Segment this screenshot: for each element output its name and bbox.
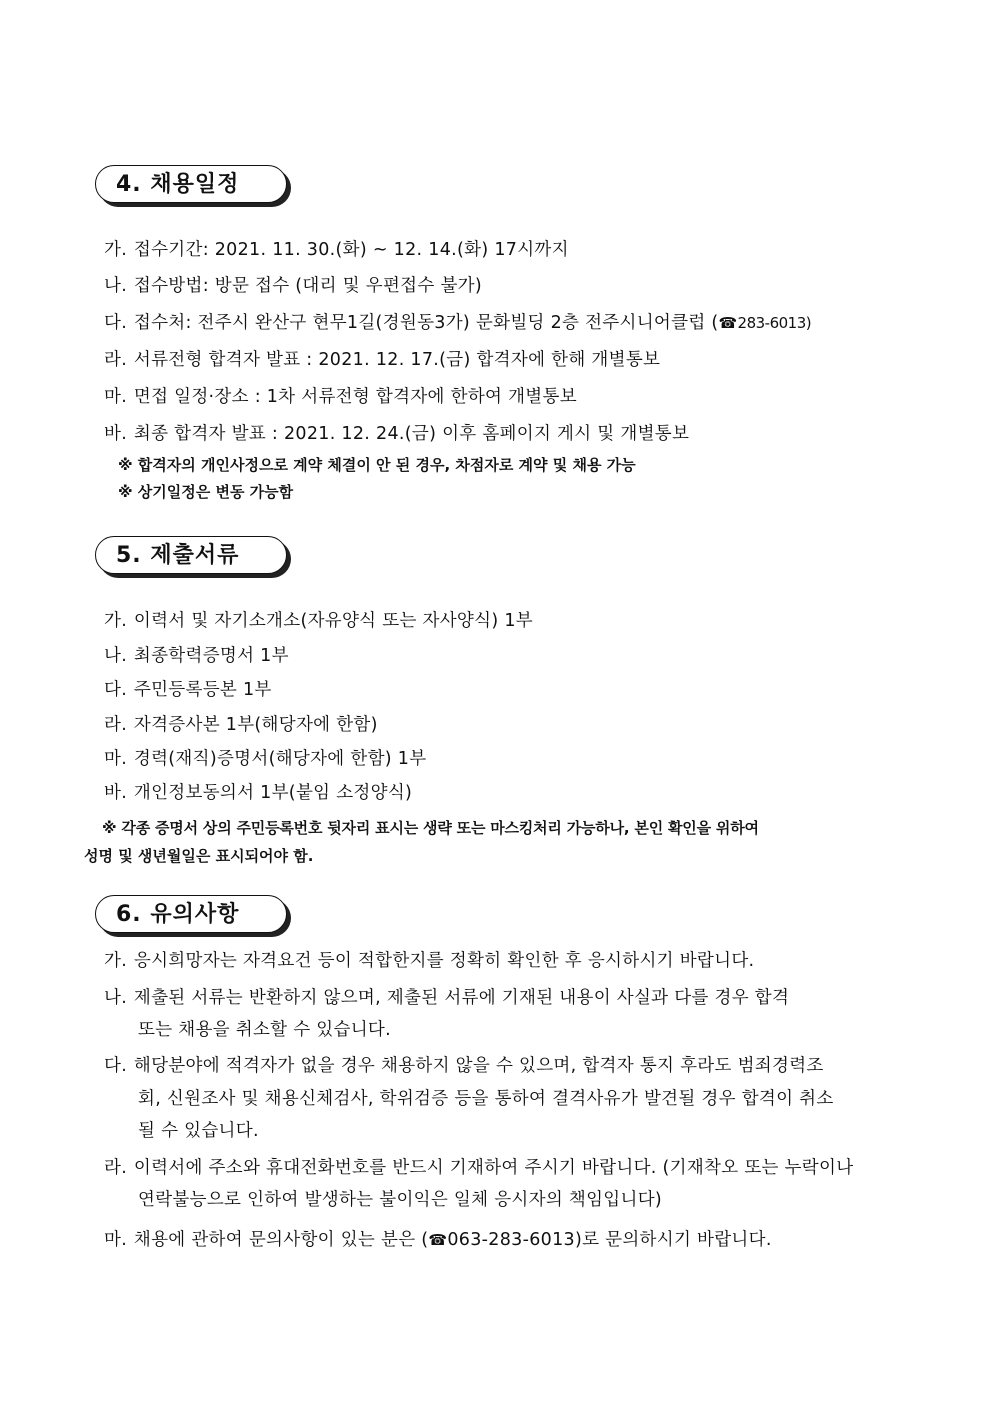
list-item: 다. 접수처: 전주시 완산구 현무1길(경원동3가) 문화빌딩 2층 전주시니어클럽 (☎283-6013) bbox=[104, 313, 812, 333]
phone-icon: ☎ bbox=[718, 314, 738, 332]
list-item: 마. 채용에 관하여 문의사항이 있는 분은 (☎063-283-6013)로 문의하시기 바랍니다. bbox=[104, 1230, 772, 1250]
list-item-continuation: 연락불능으로 인하여 발생하는 불이익은 일체 응시자의 책임입니다) bbox=[138, 1190, 663, 1210]
list-item: 바. 개인정보동의서 1부(붙임 소정양식) bbox=[104, 783, 413, 803]
list-item: 가. 접수기간: 2021. 11. 30.(화) ~ 12. 14.(화) 17시까지 bbox=[104, 240, 569, 260]
list-item: 라. 이력서에 주소와 휴대전화번호를 반드시 기재하여 주시기 바랍니다. (기재착오 또는 누락이나 bbox=[104, 1158, 854, 1178]
phone-icon: ☎ bbox=[428, 1231, 448, 1249]
note-text: ※ 상기일정은 변동 가능함 bbox=[118, 483, 294, 501]
list-item: 다. 해당분야에 적격자가 없을 경우 채용하지 않을 수 있으며, 합격자 통지 후라도 범죄경력조 bbox=[104, 1056, 824, 1076]
list-item: 라. 서류전형 합격자 발표 : 2021. 12. 17.(금) 합격자에 한해 개별통보 bbox=[104, 350, 661, 370]
list-item: 나. 접수방법: 방문 접수 (대리 및 우편접수 불가) bbox=[104, 276, 482, 296]
list-item: 마. 면접 일정·장소 : 1차 서류전형 합격자에 한하여 개별통보 bbox=[104, 387, 577, 407]
list-item-continuation: 회, 신원조사 및 채용신체검사, 학위검증 등을 통하여 결격사유가 발견될 경우 합격이 취소 bbox=[138, 1089, 834, 1109]
list-item: 마. 경력(재직)증명서(해당자에 한함) 1부 bbox=[104, 749, 427, 769]
section-heading-documents: 5. 제출서류 bbox=[95, 536, 287, 574]
section-heading-notices: 6. 유의사항 bbox=[95, 895, 287, 933]
note-text: ※ 각종 증명서 상의 주민등록번호 뒷자리 표시는 생략 또는 마스킹처리 가능하나, 본인 확인을 위하여 bbox=[102, 819, 759, 837]
list-item: 바. 최종 합격자 발표 : 2021. 12. 24.(금) 이후 홈페이지 게시 및 개별통보 bbox=[104, 424, 690, 444]
list-item: 가. 이력서 및 자기소개소(자유양식 또는 자사양식) 1부 bbox=[104, 611, 533, 631]
note-text: ※ 합격자의 개인사정으로 계약 체결이 안 된 경우, 차점자로 계약 및 채용 가능 bbox=[118, 456, 636, 474]
list-item: 라. 자격증사본 1부(해당자에 한함) bbox=[104, 715, 378, 735]
list-item: 나. 최종학력증명서 1부 bbox=[104, 646, 289, 666]
section-heading-schedule: 4. 채용일정 bbox=[95, 165, 287, 203]
list-item: 다. 주민등록등본 1부 bbox=[104, 680, 272, 700]
list-item: 가. 응시희망자는 자격요건 등이 적합한지를 정확히 확인한 후 응시하시기 바랍니다. bbox=[104, 951, 755, 971]
note-text: 성명 및 생년월일은 표시되어야 함. bbox=[84, 847, 314, 865]
list-item-continuation: 될 수 있습니다. bbox=[138, 1121, 259, 1141]
list-item: 나. 제출된 서류는 반환하지 않으며, 제출된 서류에 기재된 내용이 사실과 다를 경우 합격 bbox=[104, 988, 790, 1008]
list-item-continuation: 또는 채용을 취소할 수 있습니다. bbox=[138, 1020, 391, 1040]
